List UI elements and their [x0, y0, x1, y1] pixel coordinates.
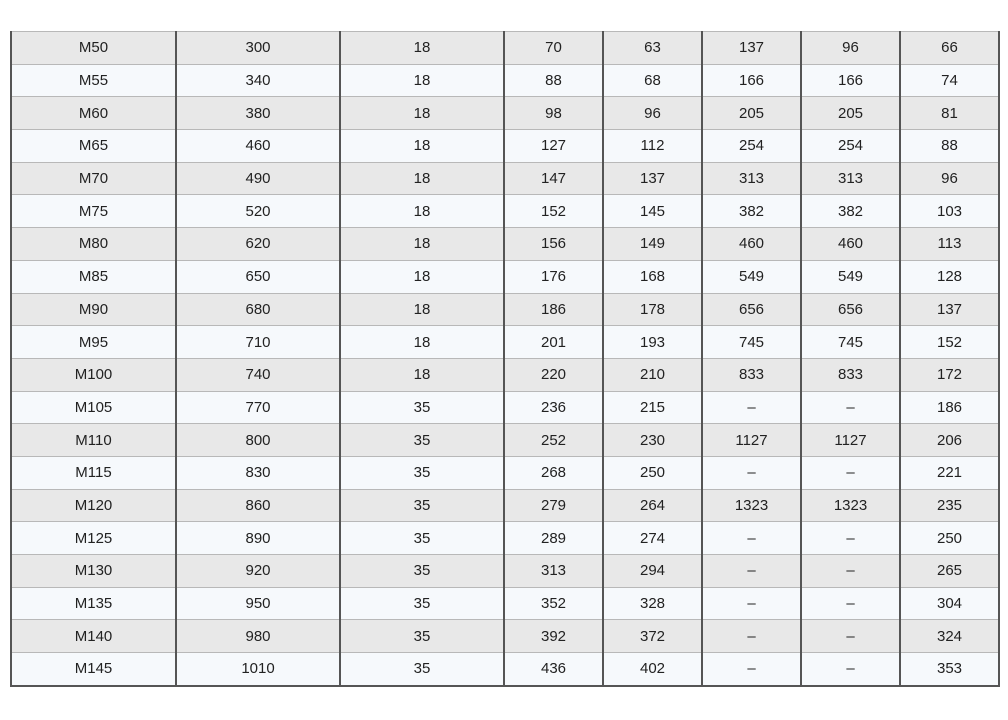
cell-col-4: 220 — [504, 358, 603, 391]
cell-col-3: 18 — [340, 326, 504, 359]
cell-size: M90 — [11, 293, 176, 326]
cell-col-3: 35 — [340, 653, 504, 686]
cell-col-4: 268 — [504, 456, 603, 489]
cell-col-3: 35 — [340, 424, 504, 457]
cell-size: M65 — [11, 130, 176, 163]
cell-col-2: 710 — [176, 326, 340, 359]
cell-col-4: 201 — [504, 326, 603, 359]
cell-col-2: 740 — [176, 358, 340, 391]
table-row — [11, 358, 999, 391]
table-row — [11, 162, 999, 195]
table-row — [11, 555, 999, 588]
cell-col-5: 264 — [603, 489, 702, 522]
cell-col-8: 128 — [900, 260, 999, 293]
cell-col-5: 63 — [603, 32, 702, 65]
cell-col-5: 96 — [603, 97, 702, 130]
cell-col-3: 35 — [340, 555, 504, 588]
cell-col-6: – — [702, 391, 801, 424]
cell-col-8: 88 — [900, 130, 999, 163]
cell-col-3: 18 — [340, 195, 504, 228]
cell-col-7: 745 — [801, 326, 900, 359]
cell-col-4: 392 — [504, 620, 603, 653]
cell-col-7: 382 — [801, 195, 900, 228]
cell-col-6: 1323 — [702, 489, 801, 522]
cell-col-6: 833 — [702, 358, 801, 391]
cell-col-3: 35 — [340, 456, 504, 489]
cell-col-5: 137 — [603, 162, 702, 195]
cell-size: M140 — [11, 620, 176, 653]
cell-col-4: 289 — [504, 522, 603, 555]
cell-col-7: 1323 — [801, 489, 900, 522]
cell-col-8: 113 — [900, 228, 999, 261]
cell-size: M70 — [11, 162, 176, 195]
cell-size: M120 — [11, 489, 176, 522]
cell-col-7: – — [801, 391, 900, 424]
cell-col-2: 380 — [176, 97, 340, 130]
cell-col-8: 265 — [900, 555, 999, 588]
table-row — [11, 32, 999, 65]
table-row — [11, 326, 999, 359]
cell-col-3: 18 — [340, 97, 504, 130]
cell-size: M85 — [11, 260, 176, 293]
cell-col-2: 520 — [176, 195, 340, 228]
cell-col-8: 66 — [900, 32, 999, 65]
cell-col-7: 460 — [801, 228, 900, 261]
cell-col-2: 980 — [176, 620, 340, 653]
cell-col-6: 254 — [702, 130, 801, 163]
cell-col-8: 103 — [900, 195, 999, 228]
cell-size: M60 — [11, 97, 176, 130]
table-row — [11, 293, 999, 326]
cell-col-6: 745 — [702, 326, 801, 359]
cell-col-7: – — [801, 587, 900, 620]
cell-col-7: – — [801, 620, 900, 653]
cell-col-4: 313 — [504, 555, 603, 588]
cell-col-8: 74 — [900, 64, 999, 97]
table-row — [11, 522, 999, 555]
cell-col-7: 96 — [801, 32, 900, 65]
cell-col-8: 152 — [900, 326, 999, 359]
cell-size: M100 — [11, 358, 176, 391]
table-row — [11, 195, 999, 228]
cell-col-7: – — [801, 522, 900, 555]
cell-col-4: 88 — [504, 64, 603, 97]
cell-size: M125 — [11, 522, 176, 555]
cell-size: M145 — [11, 653, 176, 686]
cell-col-2: 770 — [176, 391, 340, 424]
cell-col-8: 235 — [900, 489, 999, 522]
table-row — [11, 620, 999, 653]
cell-col-2: 890 — [176, 522, 340, 555]
table-row — [11, 653, 999, 686]
cell-col-6: – — [702, 555, 801, 588]
cell-col-7: – — [801, 555, 900, 588]
cell-col-6: – — [702, 456, 801, 489]
cell-col-4: 156 — [504, 228, 603, 261]
cell-col-2: 460 — [176, 130, 340, 163]
cell-col-3: 18 — [340, 358, 504, 391]
cell-col-8: 304 — [900, 587, 999, 620]
table-body — [11, 32, 999, 686]
cell-size: M50 — [11, 32, 176, 65]
cell-col-3: 35 — [340, 489, 504, 522]
cell-col-7: 833 — [801, 358, 900, 391]
cell-size: M110 — [11, 424, 176, 457]
table-row — [11, 260, 999, 293]
table-row — [11, 391, 999, 424]
cell-col-2: 340 — [176, 64, 340, 97]
cell-col-7: – — [801, 456, 900, 489]
cell-col-7: 313 — [801, 162, 900, 195]
cell-col-2: 490 — [176, 162, 340, 195]
cell-col-4: 127 — [504, 130, 603, 163]
table-row — [11, 456, 999, 489]
cell-col-5: 250 — [603, 456, 702, 489]
table-row — [11, 228, 999, 261]
table-row — [11, 130, 999, 163]
cell-col-7: 254 — [801, 130, 900, 163]
cell-col-5: 112 — [603, 130, 702, 163]
cell-col-3: 18 — [340, 64, 504, 97]
cell-col-6: 656 — [702, 293, 801, 326]
spec-table — [10, 31, 1000, 687]
cell-col-2: 800 — [176, 424, 340, 457]
cell-col-6: 313 — [702, 162, 801, 195]
cell-col-8: 96 — [900, 162, 999, 195]
cell-col-5: 168 — [603, 260, 702, 293]
cell-size: M105 — [11, 391, 176, 424]
cell-col-3: 35 — [340, 391, 504, 424]
cell-col-2: 620 — [176, 228, 340, 261]
cell-col-2: 830 — [176, 456, 340, 489]
cell-col-4: 186 — [504, 293, 603, 326]
cell-col-4: 352 — [504, 587, 603, 620]
cell-col-6: 166 — [702, 64, 801, 97]
cell-col-6: 549 — [702, 260, 801, 293]
cell-col-8: 206 — [900, 424, 999, 457]
cell-col-8: 186 — [900, 391, 999, 424]
cell-col-8: 172 — [900, 358, 999, 391]
cell-col-5: 149 — [603, 228, 702, 261]
cell-col-5: 145 — [603, 195, 702, 228]
cell-col-2: 650 — [176, 260, 340, 293]
cell-col-2: 1010 — [176, 653, 340, 686]
table-row — [11, 64, 999, 97]
cell-col-5: 193 — [603, 326, 702, 359]
cell-col-2: 950 — [176, 587, 340, 620]
cell-col-5: 230 — [603, 424, 702, 457]
cell-size: M55 — [11, 64, 176, 97]
cell-col-3: 18 — [340, 260, 504, 293]
cell-col-7: 656 — [801, 293, 900, 326]
cell-col-7: 1127 — [801, 424, 900, 457]
cell-col-6: – — [702, 620, 801, 653]
cell-col-3: 18 — [340, 32, 504, 65]
cell-col-6: 382 — [702, 195, 801, 228]
cell-col-7: – — [801, 653, 900, 686]
table-row — [11, 489, 999, 522]
cell-col-7: 549 — [801, 260, 900, 293]
cell-col-4: 436 — [504, 653, 603, 686]
cell-col-6: – — [702, 522, 801, 555]
cell-col-8: 81 — [900, 97, 999, 130]
cell-size: M75 — [11, 195, 176, 228]
cell-col-8: 250 — [900, 522, 999, 555]
table-row — [11, 587, 999, 620]
cell-col-2: 300 — [176, 32, 340, 65]
cell-size: M95 — [11, 326, 176, 359]
cell-col-5: 215 — [603, 391, 702, 424]
cell-col-4: 252 — [504, 424, 603, 457]
cell-col-6: – — [702, 653, 801, 686]
cell-col-8: 221 — [900, 456, 999, 489]
cell-col-5: 294 — [603, 555, 702, 588]
cell-col-5: 274 — [603, 522, 702, 555]
cell-col-8: 353 — [900, 653, 999, 686]
cell-col-4: 70 — [504, 32, 603, 65]
cell-col-6: – — [702, 587, 801, 620]
table-row — [11, 424, 999, 457]
cell-col-3: 35 — [340, 587, 504, 620]
cell-col-7: 205 — [801, 97, 900, 130]
cell-col-7: 166 — [801, 64, 900, 97]
cell-col-6: 205 — [702, 97, 801, 130]
cell-size: M130 — [11, 555, 176, 588]
cell-col-5: 372 — [603, 620, 702, 653]
cell-size: M80 — [11, 228, 176, 261]
cell-col-5: 328 — [603, 587, 702, 620]
cell-col-6: 1127 — [702, 424, 801, 457]
cell-col-6: 137 — [702, 32, 801, 65]
cell-col-3: 35 — [340, 620, 504, 653]
cell-col-8: 137 — [900, 293, 999, 326]
cell-col-4: 152 — [504, 195, 603, 228]
cell-size: M115 — [11, 456, 176, 489]
cell-col-4: 147 — [504, 162, 603, 195]
cell-col-5: 178 — [603, 293, 702, 326]
cell-col-5: 68 — [603, 64, 702, 97]
cell-col-5: 402 — [603, 653, 702, 686]
cell-col-3: 18 — [340, 162, 504, 195]
cell-col-3: 18 — [340, 228, 504, 261]
table-row — [11, 97, 999, 130]
cell-col-6: 460 — [702, 228, 801, 261]
cell-size: M135 — [11, 587, 176, 620]
cell-col-3: 18 — [340, 130, 504, 163]
cell-col-5: 210 — [603, 358, 702, 391]
cell-col-4: 279 — [504, 489, 603, 522]
cell-col-4: 176 — [504, 260, 603, 293]
cell-col-2: 860 — [176, 489, 340, 522]
cell-col-4: 98 — [504, 97, 603, 130]
cell-col-4: 236 — [504, 391, 603, 424]
cell-col-3: 35 — [340, 522, 504, 555]
cell-col-3: 18 — [340, 293, 504, 326]
cell-col-2: 920 — [176, 555, 340, 588]
cell-col-2: 680 — [176, 293, 340, 326]
cell-col-8: 324 — [900, 620, 999, 653]
